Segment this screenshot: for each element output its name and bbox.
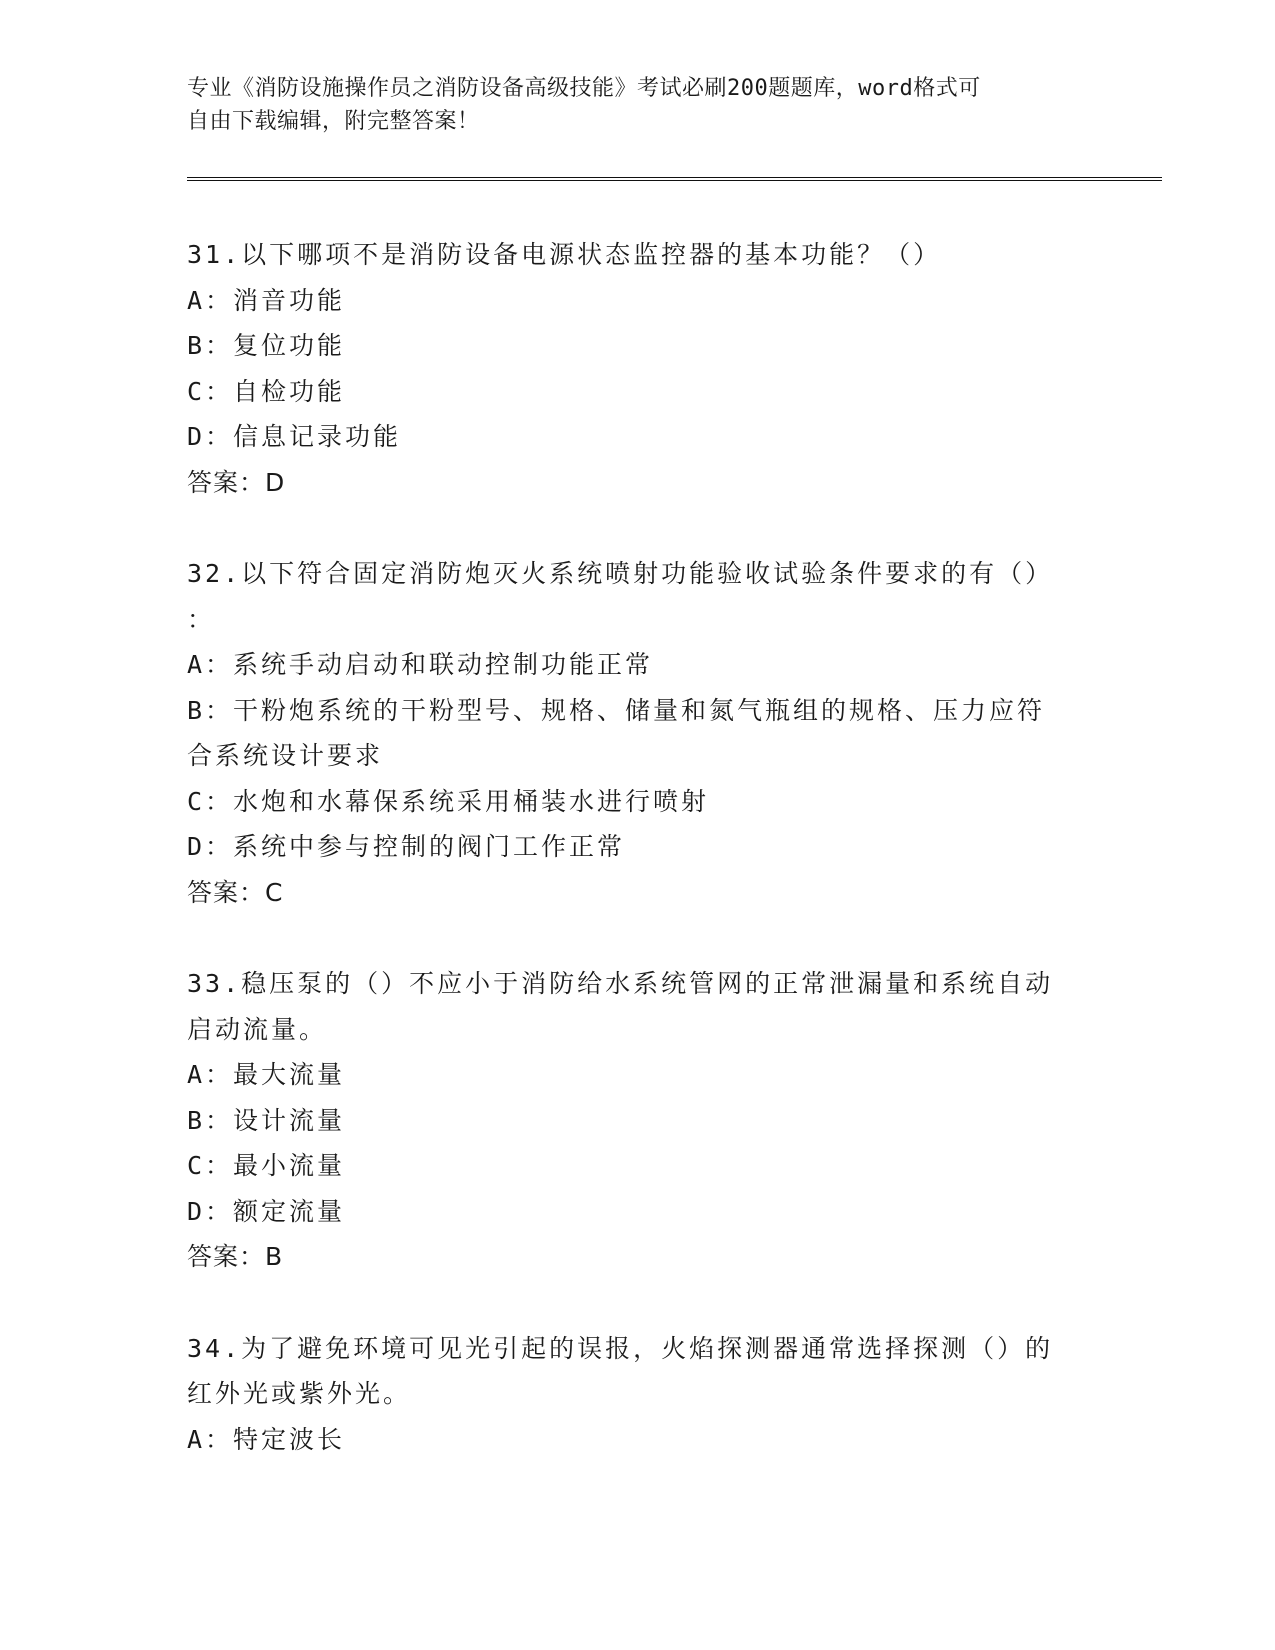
answer-option-line: B：干粉炮系统的干粉型号、规格、储量和氮气瓶组的规格、压力应符 <box>187 695 1046 725</box>
question-stem-line: 红外光或紫外光。 <box>187 1379 412 1408</box>
answer-option-line: B：设计流量 <box>187 1105 346 1135</box>
header-double-rule <box>187 177 1162 181</box>
question-stem-line: 32.以下符合固定消防炮灭火系统喷射功能验收试验条件要求的有（） <box>187 559 1054 588</box>
question-list <box>187 232 1067 1508</box>
question-stem-line: 启动流量。 <box>187 1014 328 1044</box>
header-title-line-2: 自由下载编辑，附完整答案！ <box>187 109 480 134</box>
answer-option-line: C：自检功能 <box>187 376 346 406</box>
document-header <box>187 72 1087 138</box>
answer-option-line: 合系统设计要求 <box>187 741 384 770</box>
answer-option-line: D：额定流量 <box>187 1196 346 1226</box>
header-title-line-1: 专业《消防设施操作员之消防设备高级技能》考试必刷200题题库，word格式可 <box>187 76 981 101</box>
question-stem-line: 31.以下哪项不是消防设备电源状态监控器的基本功能？（） <box>187 240 942 269</box>
question-block <box>187 961 1067 1280</box>
answer-key: 答案：D <box>187 467 286 497</box>
answer-option-line: A：特定波长 <box>187 1424 346 1454</box>
answer-key: 答案：C <box>187 877 284 907</box>
answer-option-line: C：最小流量 <box>187 1151 346 1180</box>
answer-key: 答案：B <box>187 1242 284 1271</box>
answer-option-line: D：信息记录功能 <box>187 422 402 451</box>
answer-option-line: A：系统手动启动和联动控制功能正常 <box>187 650 654 679</box>
question-block <box>187 232 1067 505</box>
question-block <box>187 1326 1067 1463</box>
answer-option-line: D：系统中参与控制的阀门工作正常 <box>187 832 626 861</box>
question-stem-line: ： <box>187 604 216 634</box>
answer-option-line: C：水炮和水幕保系统采用桶装水进行喷射 <box>187 786 710 816</box>
question-stem-line: 33.稳压泵的（）不应小于消防给水系统管网的正常泄漏量和系统自动 <box>187 969 1054 998</box>
answer-option-line: B：复位功能 <box>187 331 346 360</box>
answer-option-line: A：消音功能 <box>187 285 346 315</box>
question-stem-line: 34.为了避免环境可见光引起的误报，火焰探测器通常选择探测（）的 <box>187 1333 1054 1363</box>
question-block <box>187 551 1067 915</box>
answer-option-line: A：最大流量 <box>187 1060 346 1089</box>
